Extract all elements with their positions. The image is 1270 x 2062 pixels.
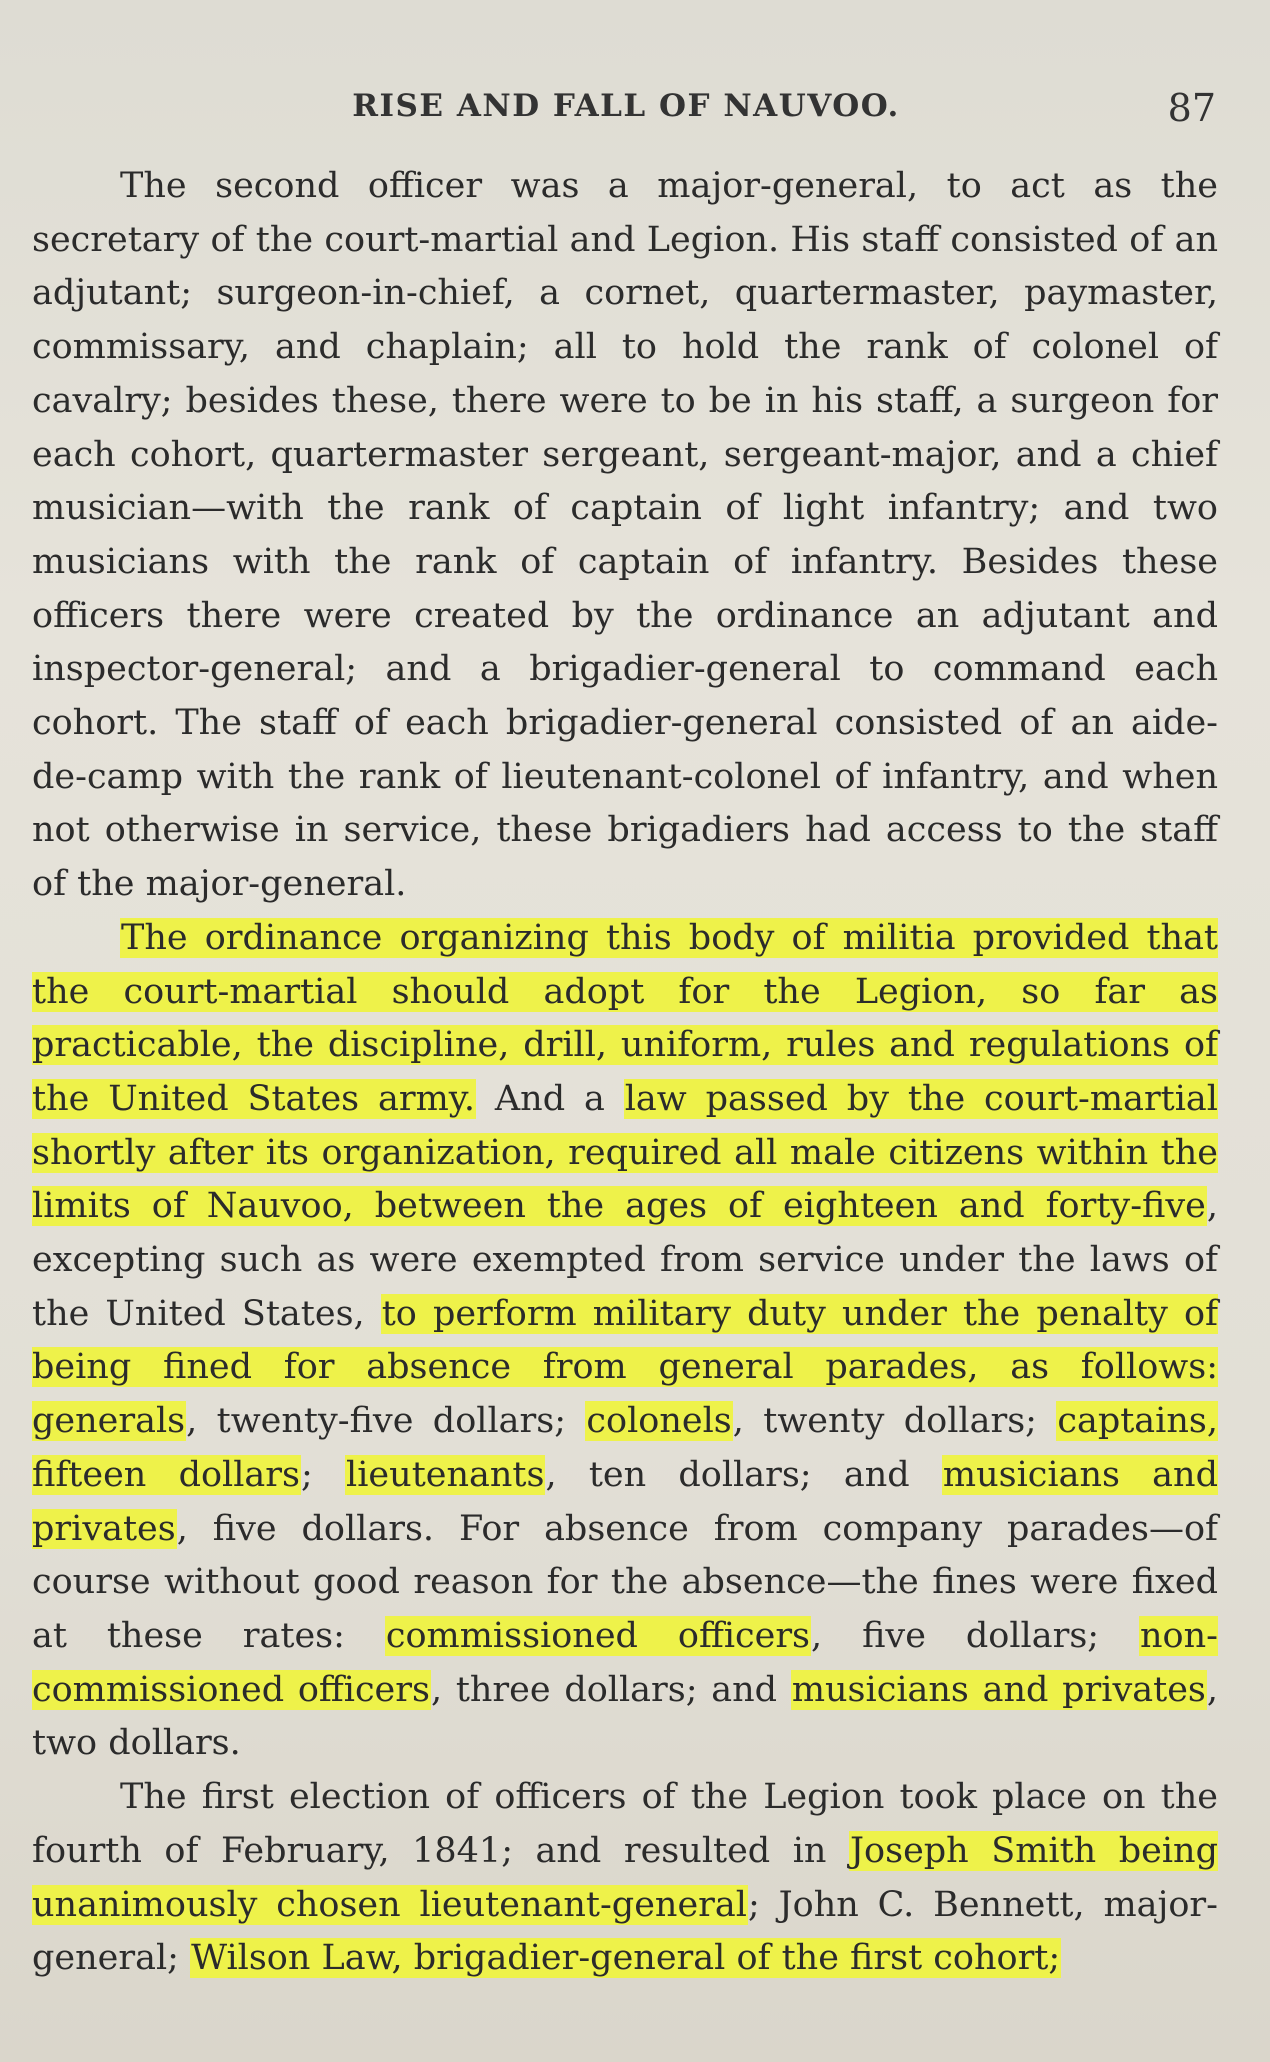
running-title: RISE AND FALL OF NAUVOO. bbox=[352, 88, 900, 124]
text-segment: ; bbox=[301, 1454, 346, 1495]
text-segment: And a bbox=[476, 1078, 624, 1119]
text-segment: The first election of officers of the Legion took place on the fourth of February, 1841; and resulted in bbox=[32, 1777, 1218, 1871]
page-header bbox=[30, 84, 1222, 134]
text-segment: , three dollars; and bbox=[430, 1669, 791, 1710]
paragraph bbox=[32, 912, 1218, 1771]
highlighted-text: musicians and privates bbox=[32, 1454, 1218, 1549]
highlighted-text: non-commissioned officers bbox=[32, 1615, 1218, 1710]
highlighted-text: musicians and privates bbox=[791, 1669, 1206, 1710]
highlighted-text: commissioned officers bbox=[385, 1615, 811, 1656]
highlighted-text: The ordinance organizing this body of militia provided that the court-martial should adopt for the Legion, so far as practicable, the discipline, drill, uniform, rules and regulations of the United States army. bbox=[32, 917, 1218, 1119]
body-text bbox=[32, 160, 1218, 1986]
paragraph bbox=[32, 160, 1218, 912]
text-segment: ; John C. Bennett, major-general; bbox=[32, 1884, 1218, 1979]
highlighted-text: captains, fifteen dollars bbox=[32, 1401, 1218, 1495]
text-segment: , five dollars; bbox=[811, 1615, 1140, 1656]
text-segment: , five dollars. For absence from company parades—of course without good reason for the absence—the fines were fixed at these rates: bbox=[32, 1508, 1218, 1656]
text-segment: , excepting such as were exempted from service under the laws of the United States, bbox=[32, 1186, 1218, 1334]
text-segment: , ten dollars; and bbox=[545, 1454, 942, 1495]
highlighted-text: Wilson Law, brigadier-general of the first cohort; bbox=[191, 1938, 1061, 1979]
highlighted-text: to perform military duty under the penalty of being fined for absence from general parades, as follows: generals bbox=[32, 1293, 1218, 1442]
text-segment: , twenty dollars; bbox=[732, 1401, 1057, 1442]
text-segment: , twenty-five dollars; bbox=[186, 1401, 586, 1442]
highlighted-text: colonels bbox=[586, 1401, 732, 1442]
highlighted-text: law passed by the court-martial shortly after its organization, required all male citizens within the limits of Nauvoo, between the ages of eighteen and forty-five bbox=[32, 1078, 1218, 1227]
page-number: 87 bbox=[1167, 86, 1216, 130]
text-segment: The second officer was a major-general, to act as the secretary of the court-martial and Legion. His staff consisted of an adjutant; surgeon-in-chief, a cornet, quartermaster, paymaster, commissary, and chaplain; all to hold the rank of colonel of cavalry; besides these, there were to be in his staff, a surgeon for each cohort, quartermaster sergeant, sergeant-major, and a chief musician—with the rank of captain of light infantry; and two musicians with the rank of captain of infantry. Besides these officers there were created by the ordinance an adjutant and inspector-general; and a brigadier-general to command each cohort. The staff of each brigadier-general consisted of an aide-de-camp with the rank of lieutenant-colonel of infantry, and when not otherwise in service, these brigadiers had access to the staff of the major-general. bbox=[32, 166, 1218, 905]
highlighted-text: Joseph Smith being unanimously chosen lieutenant-general bbox=[32, 1830, 1219, 1925]
highlighted-text: lieutenants bbox=[346, 1454, 545, 1495]
text-segment: , two dollars. bbox=[32, 1669, 1219, 1764]
paragraph bbox=[32, 1771, 1218, 1986]
